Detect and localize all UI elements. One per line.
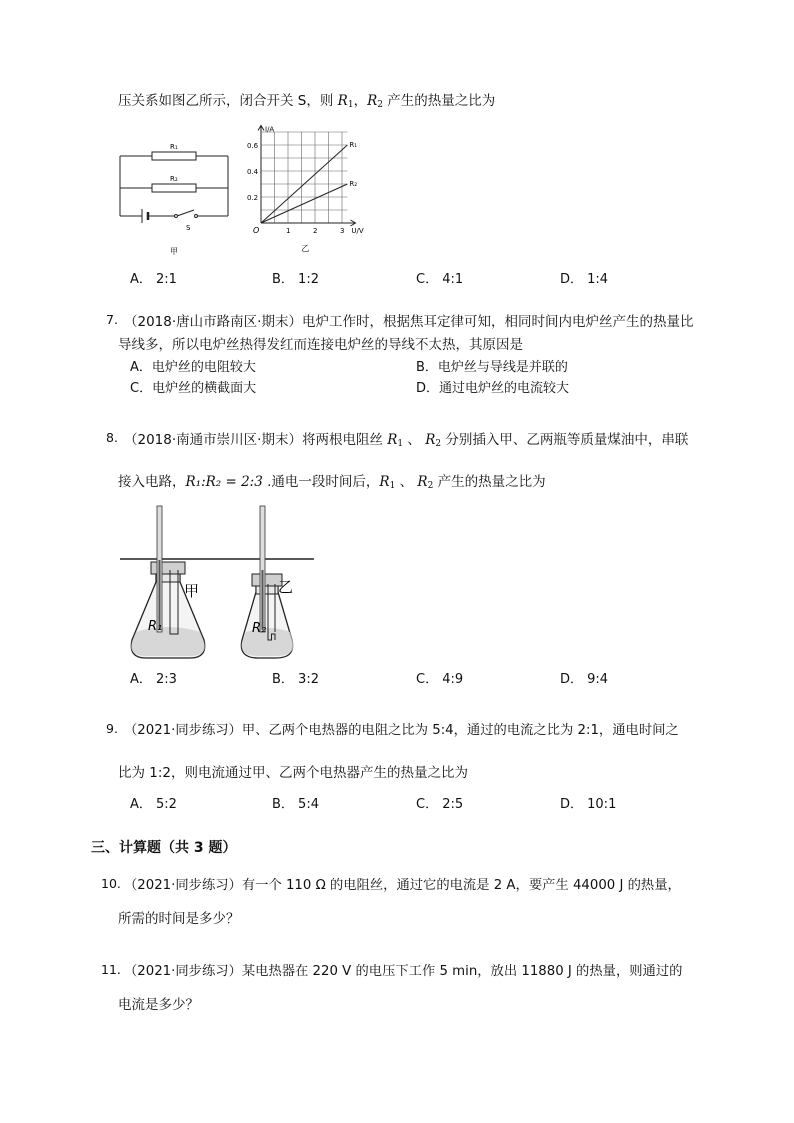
q9-option-b[interactable]: B． 5:4 [272, 797, 319, 812]
q6-stem [118, 89, 495, 110]
caption-yi: 乙 [301, 244, 310, 253]
q11-line2: 电流是多少？ [118, 997, 199, 1013]
q9-option-a[interactable]: A． 5:2 [130, 797, 177, 812]
resistor-r2 [152, 184, 196, 192]
q8-flask-figure [118, 500, 318, 665]
q9-line2: 比为 1:2，则电流通过甲、乙两个电热器产生的热量之比为 [118, 765, 469, 781]
section-3-title: 三、计算题（共 3 题） [91, 840, 237, 856]
q7-option-a[interactable]: A．电炉丝的电阻较大 [130, 360, 256, 375]
q9-number: 9. [106, 721, 118, 736]
q6-option-c[interactable]: C． 4:1 [416, 272, 464, 287]
q10-line1: （2021·同步练习）有一个 110 Ω 的电阻丝，通过它的电流是 2 A，要产生 44000 J 的热量， [124, 878, 681, 893]
q9-option-c[interactable]: C． 2:5 [416, 797, 464, 812]
svg-text:R₁: R₁ [148, 619, 163, 634]
y-axis-label: I/A [265, 125, 275, 134]
q6-r2: $R_2$ [367, 93, 383, 110]
q10-number: 10. [101, 876, 121, 891]
q6-option-b[interactable]: B． 1:2 [272, 272, 319, 287]
q8-option-a[interactable]: A． 2:3 [130, 672, 177, 687]
flask-jia [131, 506, 204, 658]
series-label-r2: R₂ [349, 180, 358, 188]
flask-yi [241, 506, 293, 658]
x-tick-label: 1 [286, 227, 291, 235]
chart-axes [258, 126, 356, 227]
q11-line1: （2021·同步练习）某电热器在 220 V 的电压下工作 5 min，放出 11880 J 的热量，则通过的 [124, 964, 683, 979]
svg-text:R₂: R₂ [252, 621, 267, 636]
q8-line2: 接入电路，R₁:R₂ = 2:3 .通电一段时间后，$R_1$ 、 $R_2$ 产生的热量之比为 [118, 474, 546, 491]
chart-labels [247, 126, 364, 254]
x-tick-label: 3 [340, 227, 345, 235]
q9-option-d[interactable]: D． 10:1 [560, 797, 617, 812]
svg-text:乙: 乙 [278, 578, 294, 596]
q6-circuit-diagram [112, 136, 242, 261]
q6-stem-text: 压关系如图乙所示，闭合开关 S，则 [118, 93, 338, 109]
y-tick-label: 0.2 [247, 194, 259, 202]
r1-label: R₁ [170, 143, 178, 151]
q11-number: 11. [101, 962, 121, 977]
q7-option-b[interactable]: B．电炉丝与导线是并联的 [416, 360, 568, 375]
q9-line1: （2021·同步练习）甲、乙两个电热器的电阻之比为 5:4，通过的电流之比为 2:1，通电时间之 [124, 723, 679, 738]
q8-option-d[interactable]: D． 9:4 [560, 672, 609, 687]
q7-line2: 导线多，所以电炉丝热得发红而连接电炉丝的导线不太热，其原因是 [118, 337, 523, 353]
q6-r1: $R_1$ [337, 93, 354, 110]
r2-label: R₂ [170, 175, 178, 183]
resistor-r1 [152, 152, 196, 160]
q8-number: 8. [106, 430, 118, 445]
q6-iu-chart [245, 120, 380, 260]
chart-grid [261, 132, 347, 223]
x-axis-label: U/V [351, 227, 364, 235]
q8-option-b[interactable]: B． 3:2 [272, 672, 319, 687]
q6-option-a[interactable]: A． 2:1 [130, 272, 177, 287]
q10-line2: 所需的时间是多少？ [118, 911, 240, 927]
y-tick-label: 0.6 [247, 142, 259, 150]
q8-option-c[interactable]: C． 4:9 [416, 672, 464, 687]
q6-option-d[interactable]: D． 1:4 [560, 272, 609, 287]
x-tick-label: 2 [313, 227, 318, 235]
q6-stem-text-b: 产生的热量之比为 [382, 93, 496, 109]
series-line-2 [261, 184, 347, 223]
q7-line1: （2018·唐山市路南区·期末）电炉工作时，根据焦耳定律可知，相同时间内电炉丝产生的热量比 [124, 314, 694, 330]
svg-text:甲: 甲 [184, 582, 200, 600]
switch-lever [177, 210, 194, 216]
y-tick-label: 0.4 [247, 168, 259, 176]
q7-option-c[interactable]: C．电炉丝的横截面大 [130, 381, 257, 396]
caption-jia: 甲 [170, 247, 178, 256]
q8-ratio: R₁:R₂ = 2:3 [185, 474, 263, 490]
q7-number: 7. [106, 312, 118, 327]
q6-sep: ， [353, 93, 368, 109]
q7-option-d[interactable]: D．通过电炉丝的电流较大 [416, 381, 570, 396]
origin-label: O [253, 226, 260, 235]
q8-line1: （2018·南通市崇川区·期末）将两根电阻丝 $R_1$ 、 $R_2$ 分别插入甲、乙两瓶等质量煤油中，串联 [124, 432, 689, 449]
series-label-r1: R₁ [349, 141, 358, 149]
switch-label: S [186, 224, 191, 232]
